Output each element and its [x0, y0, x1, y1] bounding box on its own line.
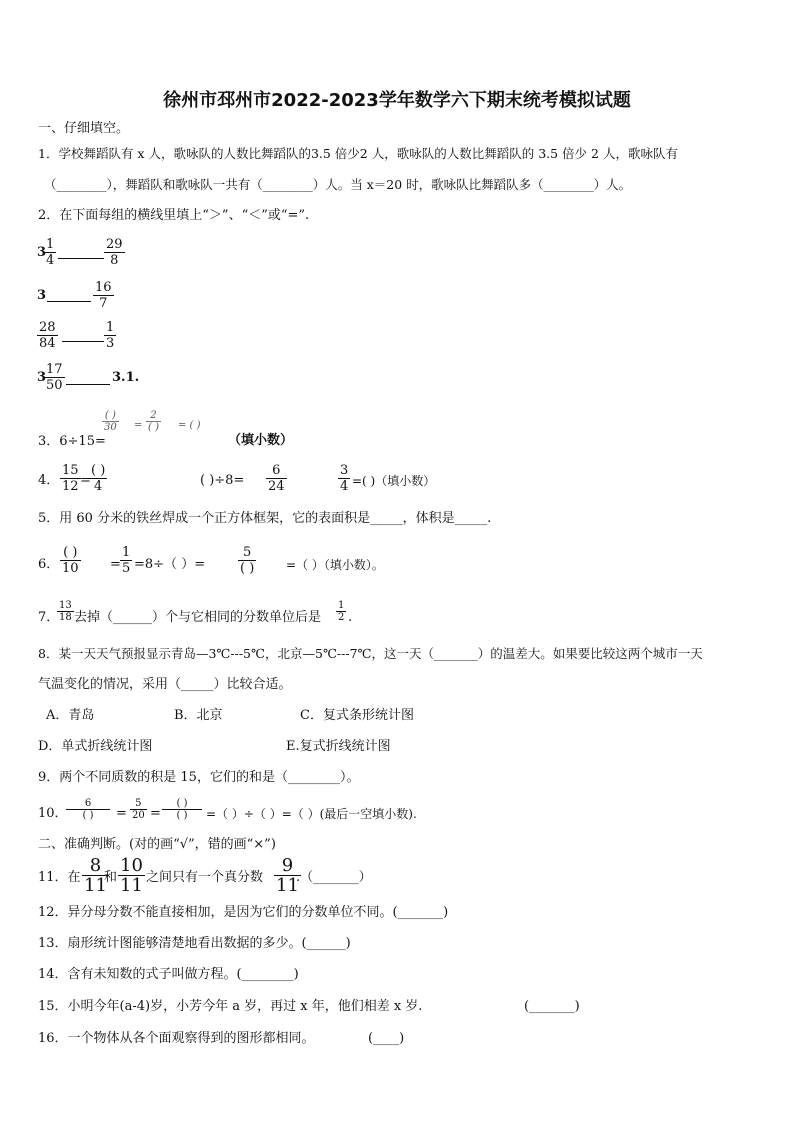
- q7-fraction-1: [57, 600, 74, 623]
- q6-fraction-2: [120, 545, 132, 576]
- q2a-fraction: [44, 237, 56, 268]
- q11-label: 11．在: [38, 870, 81, 885]
- q4-fraction-4: [338, 463, 350, 494]
- q4-label: 4．: [38, 473, 60, 488]
- page-title: 徐州市邳州市2022-2023学年数学六下期末统考模拟试题: [163, 90, 631, 111]
- q2a-rden: 8: [110, 253, 119, 268]
- q6-f3-den: ( ): [240, 561, 255, 576]
- q8-option-e: E.复式折线统计图: [286, 739, 391, 754]
- q2a-whole: 3: [37, 245, 47, 260]
- q2c-fraction: [37, 320, 58, 351]
- q2c-blank: [62, 341, 104, 342]
- q11-tail: .（_______）: [296, 870, 372, 885]
- q8-line1: 8．某一天天气预报显示青岛—3℃---5℃，北京—5℃---7℃，这一天（_______）的温差大。如果要比较这两个城市一天: [38, 646, 703, 661]
- q7-label: 7．: [38, 610, 60, 625]
- q7-f1-den: 18: [59, 612, 72, 623]
- q10-tail: =（ ）÷（ ）=（ ）(最后一空填小数).: [206, 807, 417, 821]
- q15-blank: (_______): [524, 999, 580, 1014]
- q4-tail: =( )（填小数）: [352, 474, 436, 488]
- q3-tail: = ( ): [178, 420, 201, 431]
- q2a-den: 4: [46, 253, 55, 268]
- q2b-blank: [47, 301, 91, 302]
- q2a-right-fraction: [104, 237, 125, 268]
- q11-f2-den: 11: [120, 875, 143, 896]
- q7-text: 去掉（______）个与它相同的分数单位后是: [74, 610, 322, 625]
- q2b-rden: 7: [99, 296, 108, 311]
- q4-fraction-2: [89, 463, 107, 494]
- q11-f1-den: 11: [84, 875, 107, 896]
- q2c-rnum: 1: [106, 320, 115, 335]
- q2d-blank: [66, 384, 110, 385]
- q2d-fraction: [44, 362, 65, 393]
- q11-mid: 之间只有一个真分数: [146, 870, 264, 885]
- q3-f1-num: ( ): [104, 410, 116, 421]
- q3-eq: =: [134, 420, 143, 431]
- q4-f3-den: 24: [268, 479, 285, 494]
- q2-text: 2．在下面每组的横线里填上“＞”、“＜”或“=”.: [38, 208, 310, 223]
- q10-f1-num: 6: [84, 798, 92, 809]
- q2b-whole: 3: [37, 288, 47, 303]
- q1-line1: 1．学校舞蹈队有 x 人，歌咏队的人数比舞蹈队的3.5 倍少2 人，歌咏队的人数比舞蹈队的 3.5 倍少 2 人，歌咏队有: [38, 146, 678, 161]
- q2c-rden: 3: [106, 336, 115, 351]
- q11-and: 和: [104, 870, 118, 885]
- q2a-num: 1: [46, 237, 55, 252]
- q3-fraction-2: [146, 410, 161, 433]
- q4-f1-num: 15: [62, 463, 79, 478]
- q10-f2-num: 5: [135, 798, 142, 809]
- q7-f2-den: 2: [338, 612, 345, 623]
- q15-text: 15．小明今年(a-4)岁，小芳今年 a 岁，再过 x 年，他们相差 x 岁.: [38, 999, 423, 1014]
- q16-blank: (____): [368, 1031, 405, 1046]
- q3-f2-den: ( ): [148, 422, 159, 433]
- q10-eq2: =: [150, 806, 161, 821]
- q3-f1-den: 30: [104, 422, 117, 433]
- q2c-right-fraction: [104, 320, 116, 351]
- q2c-num: 28: [39, 320, 56, 335]
- q4-f3-num: 6: [272, 463, 281, 478]
- q6-eq: =: [110, 557, 121, 572]
- q11-f1-num: 8: [89, 855, 102, 876]
- q8-option-b: B．北京: [174, 708, 223, 723]
- q8-option-d: D．单式折线统计图: [38, 739, 153, 754]
- q10-fraction-2: [130, 798, 147, 821]
- q2b-right-fraction: [93, 280, 114, 311]
- q6-fraction-1: [60, 545, 81, 576]
- q1-line2: （________），舞蹈队和歌咏队一共有（________）人。当 x＝20 时，歌咏队比舞蹈队多（________）人。: [44, 177, 632, 192]
- q4-fraction-3: [266, 463, 287, 494]
- q16-text: 16．一个物体从各个面观察得到的图形都相同。: [38, 1031, 315, 1046]
- q6-f1-den: 10: [62, 561, 79, 576]
- section-1-heading: 一、仔细填空。: [38, 121, 130, 136]
- q2a-rnum: 29: [106, 237, 123, 252]
- q2b-rnum: 16: [95, 280, 112, 295]
- q10-f2-den: 20: [132, 810, 145, 821]
- q4-f2-den: 4: [94, 479, 103, 494]
- q4-f2-num: ( ): [91, 463, 106, 478]
- q2d-whole: 3: [37, 370, 47, 385]
- q10-label: 10．: [38, 806, 68, 821]
- q4-eq: =: [80, 473, 91, 488]
- q6-f2-num: 1: [122, 545, 131, 560]
- q11-f3-num: 9: [281, 855, 294, 876]
- q2d-num: 17: [46, 362, 63, 377]
- q10-fraction-1: [66, 798, 110, 821]
- q6-label: 6．: [38, 557, 60, 572]
- q3-f2-num: 2: [150, 410, 157, 421]
- q8-line2: 气温变化的情况，采用（_____）比较合适。: [38, 677, 292, 692]
- q7-f1-num: 13: [59, 600, 72, 611]
- q4-fraction-1: [60, 463, 81, 494]
- q10-eq1: =: [116, 806, 127, 821]
- q3-prefix: 3．6÷15=: [38, 434, 106, 449]
- q11-f2-num: 10: [120, 855, 143, 876]
- q11-f3-den: 11: [276, 875, 299, 896]
- q10-fraction-3: [162, 798, 202, 821]
- q4-mid: ( )÷8=: [200, 473, 245, 488]
- q2c-den: 84: [39, 336, 56, 351]
- q9-text: 9．两个不同质数的积是 15，它们的和是（________）。: [38, 770, 360, 785]
- q10-f3-den: ( ): [176, 810, 188, 821]
- q2d-right: 3.1.: [112, 370, 140, 385]
- q11-fraction-2: [118, 856, 145, 895]
- q6-f2-den: 5: [122, 561, 131, 576]
- q2a-blank: [58, 258, 104, 259]
- q4-f4-num: 3: [340, 463, 349, 478]
- q12-text: 12．异分母分数不能直接相加，是因为它们的分数单位不同。(_______): [38, 905, 449, 920]
- q7-f2-num: 1: [338, 600, 345, 611]
- q6-f3-num: 5: [243, 545, 252, 560]
- q10-f1-den: ( ): [82, 810, 94, 821]
- q3-note: （填小数）: [228, 433, 294, 448]
- q14-text: 14．含有未知数的式子叫做方程。(________): [38, 967, 299, 982]
- q5-text: 5．用 60 分米的铁丝焊成一个正方体框架，它的表面积是_____，体积是_____.: [38, 511, 492, 526]
- section-2-heading: 二、准确判断。(对的画“√”，错的画“×”): [38, 837, 276, 852]
- q6-mid: =8÷（ ）=: [134, 557, 206, 572]
- q10-f3-num: ( ): [176, 798, 188, 809]
- q2d-den: 50: [46, 378, 63, 393]
- q6-tail: =（ ）（填小数）。: [286, 558, 384, 572]
- q4-f1-den: 12: [62, 479, 79, 494]
- q8-option-a: A．青岛: [46, 708, 95, 723]
- q7-fraction-2: [336, 600, 346, 623]
- q6-fraction-3: [238, 545, 256, 576]
- q4-f4-den: 4: [340, 479, 349, 494]
- q8-option-c: C．复式条形统计图: [300, 708, 414, 723]
- q7-end: .: [348, 610, 353, 625]
- q6-f1-num: ( ): [63, 545, 78, 560]
- q13-text: 13．扇形统计图能够清楚地看出数据的多少。(______): [38, 936, 351, 951]
- q3-fraction-1: [102, 410, 119, 433]
